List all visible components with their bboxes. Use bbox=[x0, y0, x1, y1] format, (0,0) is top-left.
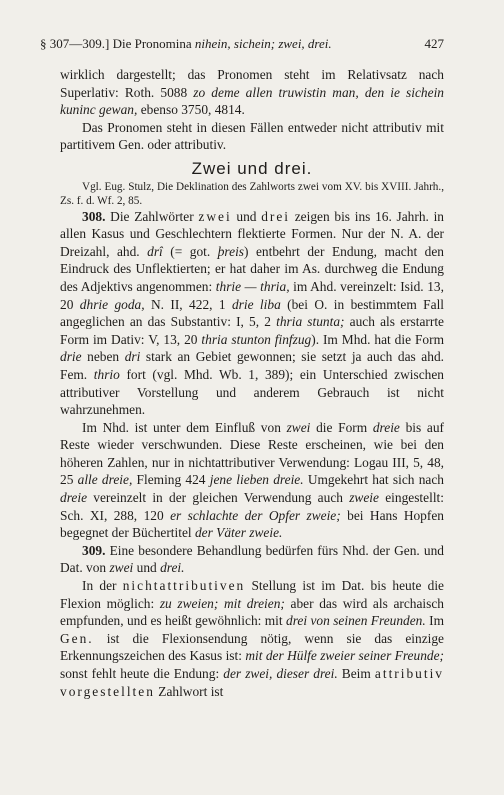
text-run: N. II, 422, 1 bbox=[144, 296, 232, 312]
text-run: (bei O. in bestimmtem Fall angeglichen an das Substantiv: I, 5, 2 bbox=[60, 296, 445, 330]
section-number: 308. bbox=[82, 208, 106, 224]
italic-form: drei von seinen Freunden. bbox=[286, 613, 426, 629]
italic-form: jene lieben dreie. bbox=[209, 472, 304, 488]
text-run: eingestellt: Sch. XI, 288, 120 bbox=[60, 490, 444, 523]
text-run: und bbox=[133, 560, 161, 576]
text-run: auch als erstarrte Form im Dativ: V, 13, 20 bbox=[60, 314, 444, 347]
text-run: fort (vgl. Mhd. Wb. 1, 389); ein Unterschied zwischen attributiver Vorstellung und anderem Gebrauch ist nicht wahrzunehmen. bbox=[60, 366, 444, 418]
spaced-word: drei bbox=[261, 208, 291, 224]
italic-form: er schlachte der Opfer zweie; bbox=[170, 507, 341, 523]
italic-form: dhrie goda, bbox=[79, 296, 145, 312]
paragraph bbox=[60, 419, 444, 542]
paragraph-continuation bbox=[60, 66, 444, 119]
text-run: Fleming 424 bbox=[132, 472, 210, 488]
italic-form: drî bbox=[147, 243, 163, 259]
text-run: Beim bbox=[337, 666, 375, 681]
header-title bbox=[40, 36, 332, 52]
italic-form: zu zweien; mit dreien; bbox=[159, 595, 285, 611]
quote-italic: zo deme allen truwistin man, den ie sichein kuninc gewan, bbox=[60, 84, 444, 118]
italic-form: drei. bbox=[160, 560, 185, 576]
italic-form: mit der Hülfe zweier seiner Freunde; bbox=[245, 648, 444, 664]
spaced-word: zwei bbox=[198, 208, 232, 224]
italic-form: drie bbox=[60, 349, 82, 365]
text-run: Eine besondere Behandlung bedürfen fürs Nhd. der Gen. und Dat. von bbox=[60, 542, 444, 576]
text-run: Zahlwort ist bbox=[154, 683, 224, 699]
text-run: wirklich dargestellt; das Pronomen steht im Relativsatz nach Superlativ: Roth. 5088 bbox=[60, 67, 444, 100]
text-run: ) entbehrt der Endung, macht den Eindruck des Unflektierten; er hat daher im As. durchweg die Endung des Adjektivs angenommen: bbox=[60, 243, 444, 294]
text-run: In der bbox=[82, 578, 123, 594]
text-run: bei Hans Hopfen begegnet der Büchertitel bbox=[60, 507, 444, 541]
text-run: die Form bbox=[310, 419, 373, 435]
paragraph-309 bbox=[60, 542, 444, 577]
italic-form: dreie bbox=[372, 419, 400, 435]
italic-form: drie liba bbox=[231, 296, 281, 312]
text-run: Umgekehrt hat sich nach bbox=[303, 472, 444, 488]
text-run: ebenso 3750, 4814. bbox=[137, 102, 245, 118]
italic-form: dreie bbox=[60, 490, 88, 506]
italic-form: thria stunta; bbox=[276, 314, 345, 330]
text-run: stark an Gebiet gewonnen; sie setzt ja auch das ahd. Fem. bbox=[60, 349, 444, 382]
paragraph-308 bbox=[60, 208, 444, 419]
italic-form: thria stunton finfzug bbox=[201, 331, 312, 347]
page-body bbox=[60, 66, 444, 700]
italic-form: thrio bbox=[93, 366, 120, 382]
text-run: ). Im Mhd. hat die Form bbox=[311, 331, 444, 347]
italic-form: þreis bbox=[217, 243, 245, 259]
header-title-italic: nihein, sichein; zwei, drei. bbox=[194, 36, 332, 51]
text-run: (= got. bbox=[162, 243, 218, 259]
text-run: Im bbox=[425, 613, 444, 629]
italic-form: zwei bbox=[109, 560, 134, 576]
text-run: neben bbox=[81, 349, 125, 365]
italic-form: zwei bbox=[286, 419, 311, 435]
reference-note: Vgl. Eug. Stulz, Die Deklination des Zahlworts zwei vom XV. bis XVIII. Jahrh., Zs. f. d. Wf. 2, 85. bbox=[60, 180, 444, 207]
text-run: sonst fehlt heute die Endung: bbox=[60, 666, 224, 681]
text-run: zeigen bis ins 16. Jahrh. in allen Kasus und Geschlechtern flektierte Formen. Nur der N. A. der Dreizahl, ahd. bbox=[60, 208, 444, 259]
spaced-word: Gen. bbox=[60, 630, 94, 646]
text-run: Im Nhd. ist unter dem Einfluß von bbox=[82, 419, 287, 435]
italic-form: dri bbox=[124, 349, 141, 365]
italic-form: zweie bbox=[349, 490, 379, 506]
italic-form: der Väter zweie. bbox=[194, 525, 283, 541]
text-run: und bbox=[231, 208, 262, 224]
section-heading: Zwei und drei. bbox=[191, 158, 313, 178]
header-title-plain: Die Pronomina bbox=[112, 36, 192, 51]
section-number: 309. bbox=[82, 542, 106, 558]
spaced-word: attributiv vorgestellten bbox=[60, 666, 444, 699]
text-run: im Ahd. vereinzelt: Isid. 13, 20 bbox=[60, 278, 444, 312]
text-run: aber das wird als archaisch empfunden, und es heißt gewöhnlich: mit bbox=[60, 595, 444, 629]
text-run: Die Zahlwörter bbox=[105, 208, 199, 224]
paragraph bbox=[60, 577, 444, 700]
italic-form: der zwei, dieser drei. bbox=[223, 666, 338, 681]
text-run: vereinzelt in der gleichen Verwendung auch bbox=[87, 490, 350, 506]
text-run: ist die Flexionsendung nötig, wenn sie das einzige Erkennungszeichen des Kasus ist: bbox=[60, 630, 444, 664]
italic-form: thrie — thria, bbox=[215, 278, 290, 294]
spaced-word: nichtattributiven bbox=[122, 578, 246, 594]
text-run: bis auf Reste wieder verschwunden. Diese Reste erscheinen, wie bei den höheren Zahlen, nur in nichtattributiver Verwendung: Logau III, 5, 48, 25 bbox=[60, 419, 444, 488]
text-run: Stellung ist im Dat. bis heute die Flexion möglich: bbox=[60, 578, 444, 611]
paragraph: Das Pronomen steht in diesen Fällen entweder nicht attributiv mit partitivem Gen. oder attributiv. bbox=[60, 119, 444, 153]
italic-form: alle dreie, bbox=[77, 472, 133, 488]
page-number: 427 bbox=[424, 36, 444, 51]
header-section: § 307—309.] bbox=[40, 36, 110, 51]
